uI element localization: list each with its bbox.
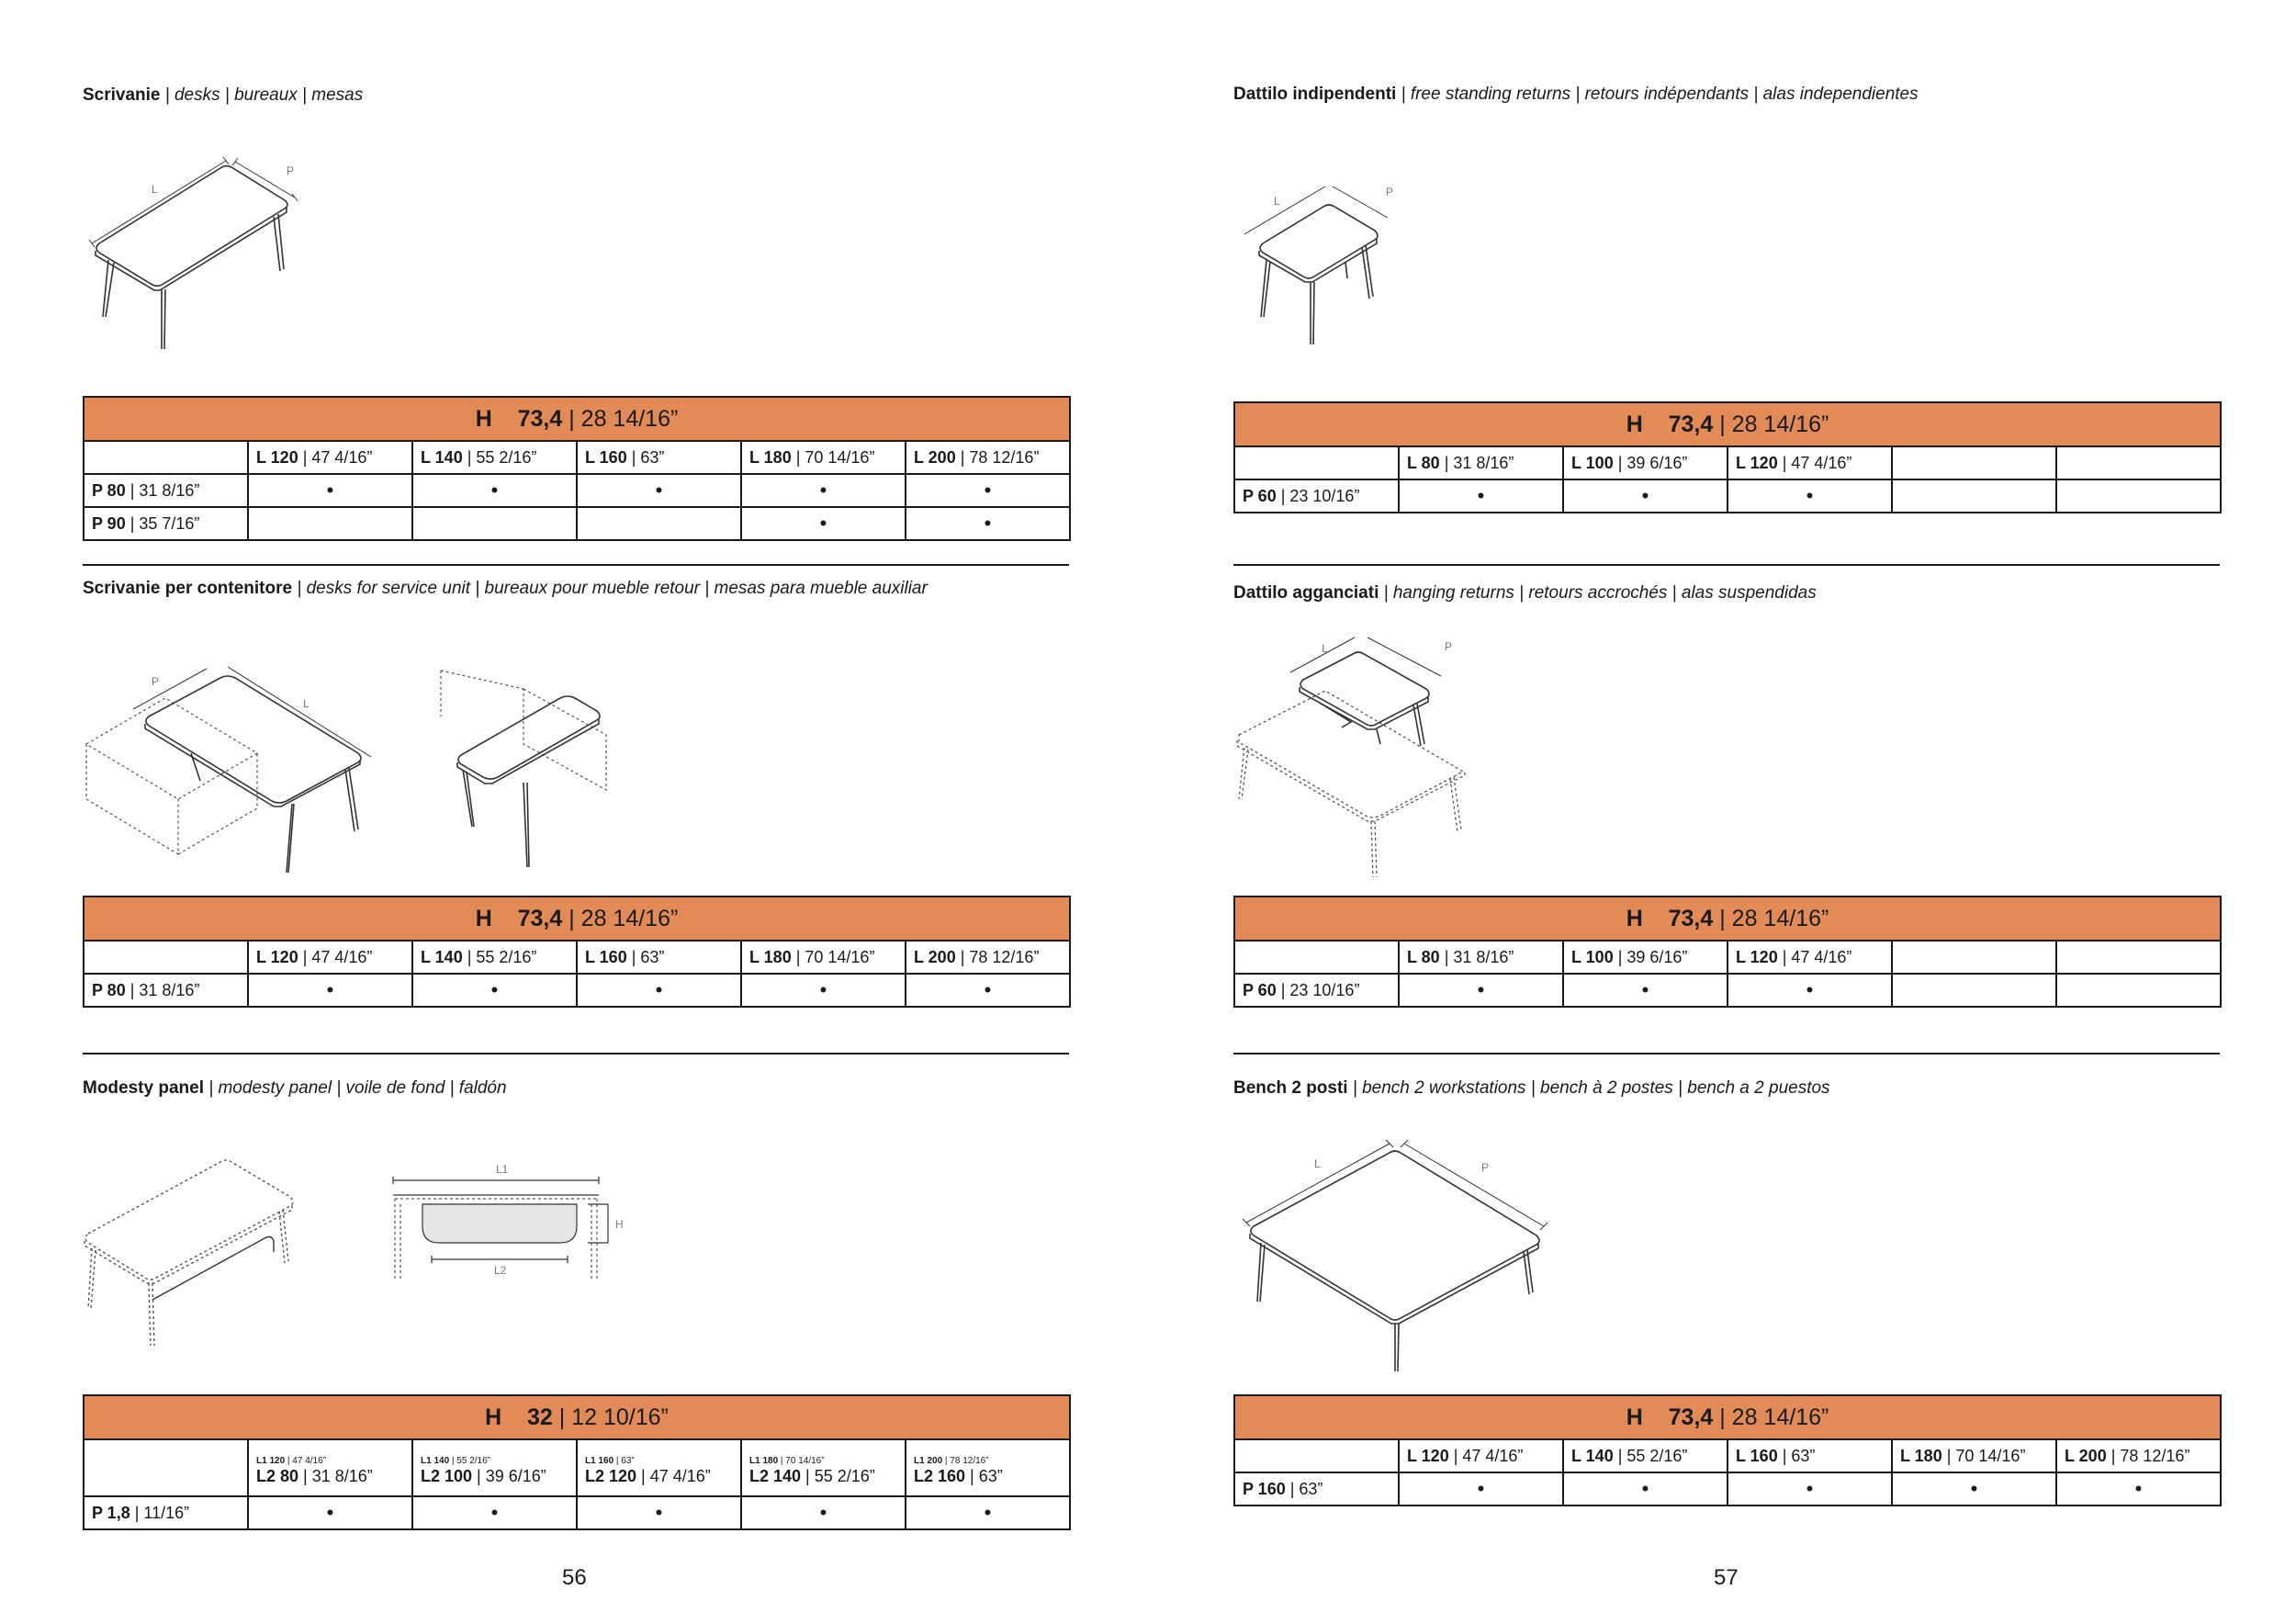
- table-corner: [84, 1439, 248, 1496]
- availability-cell: [2056, 974, 2221, 1007]
- availability-cell: •: [412, 1496, 577, 1529]
- availability-cell: •: [1563, 479, 1728, 513]
- row-header: P 60 | 23 10/16”: [1234, 479, 1399, 513]
- table-corner: [84, 941, 248, 974]
- dimension-label-l: L: [1314, 1157, 1321, 1170]
- availability-cell: •: [412, 474, 577, 507]
- row-header: P 90 | 35 7/16”: [84, 507, 248, 540]
- availability-cell: [1892, 479, 2056, 513]
- section-title: Bench 2 posti: [1233, 1078, 1348, 1098]
- column-header: L1 160 | 63” L2 120 | 47 4/16”: [577, 1439, 741, 1496]
- column-header: L 180 | 70 14/16”: [741, 941, 906, 974]
- availability-cell: •: [1399, 1472, 1563, 1506]
- availability-cell: [2056, 479, 2221, 513]
- page-number-right: 57: [1714, 1565, 1739, 1590]
- column-header: [1892, 446, 2056, 479]
- height-header: H 73,4 | 28 14/16”: [84, 397, 1070, 441]
- availability-cell: •: [1728, 974, 1892, 1007]
- section-subtitle: | desks for service unit | bureaux pour mueble retour | mesas para mueble auxiliar: [292, 579, 928, 598]
- row-header: P 60 | 23 10/16”: [1234, 974, 1399, 1007]
- section-subtitle: | free standing returns | retours indépendants | alas independientes: [1396, 85, 1919, 104]
- column-header: L 160 | 63”: [577, 441, 741, 474]
- column-header: L 100 | 39 6/16”: [1563, 446, 1728, 479]
- table-corner: [1234, 941, 1399, 974]
- dimension-label-h: H: [615, 1218, 624, 1231]
- column-header: [2056, 446, 2221, 479]
- availability-cell: [577, 507, 741, 540]
- column-header: L 140 | 55 2/16”: [412, 941, 577, 974]
- availability-cell: •: [248, 1496, 412, 1529]
- availability-cell: [412, 507, 577, 540]
- section-heading-dattilo-indipendenti: [1233, 85, 1919, 105]
- column-header: L 80 | 31 8/16”: [1399, 941, 1563, 974]
- availability-cell: •: [906, 1496, 1070, 1529]
- dimension-label-p: P: [1386, 186, 1394, 198]
- availability-cell: •: [577, 974, 741, 1007]
- spec-table-scrivanie: [83, 396, 1071, 541]
- section-divider: [83, 1053, 1069, 1054]
- column-header: L1 200 | 78 12/16” L2 160 | 63”: [906, 1439, 1070, 1496]
- availability-cell: •: [1563, 1472, 1728, 1506]
- column-header: L1 120 | 47 4/16” L2 80 | 31 8/16”: [248, 1439, 412, 1496]
- height-header: H 73,4 | 28 14/16”: [84, 897, 1070, 941]
- availability-cell: •: [1563, 974, 1728, 1007]
- column-header: L 120 | 47 4/16”: [1399, 1439, 1563, 1472]
- column-header: L 180 | 70 14/16”: [741, 441, 906, 474]
- dimension-label-l: L: [303, 697, 310, 710]
- section-subtitle: | bench 2 workstations | bench à 2 postes | bench a 2 puestos: [1347, 1078, 1830, 1098]
- section-title: Dattilo indipendenti: [1233, 85, 1397, 104]
- height-header: H 73,4 | 28 14/16”: [1234, 1395, 2221, 1439]
- row-header: P 160 | 63”: [1234, 1472, 1399, 1506]
- column-header: L 120 | 47 4/16”: [1728, 941, 1892, 974]
- column-header: L 200 | 78 12/16”: [2056, 1439, 2221, 1472]
- availability-cell: •: [741, 1496, 906, 1529]
- section-heading-scrivanie: [83, 85, 363, 106]
- column-header: L 120 | 47 4/16”: [248, 941, 412, 974]
- height-header: H 73,4 | 28 14/16”: [1234, 897, 2221, 941]
- section-title: Scrivanie: [83, 85, 161, 105]
- availability-cell: •: [577, 1496, 741, 1529]
- section-heading-scrivanie-contenitore: [83, 579, 928, 599]
- spec-table-bench-2-posti: [1233, 1394, 2222, 1506]
- dimension-label-p: P: [287, 164, 295, 177]
- column-header: L 180 | 70 14/16”: [1892, 1439, 2056, 1472]
- availability-cell: •: [906, 507, 1070, 540]
- section-heading-bench-2-posti: [1233, 1078, 1830, 1099]
- availability-cell: •: [1892, 1472, 2056, 1506]
- bench-drawing: [1233, 1134, 1546, 1382]
- spec-table-scrivanie-contenitore: [83, 896, 1071, 1008]
- dimension-label-l: L: [1274, 195, 1280, 208]
- column-header: [2056, 941, 2221, 974]
- column-header: L1 180 | 70 14/16” L2 140 | 55 2/16”: [741, 1439, 906, 1496]
- column-header: L 120 | 47 4/16”: [248, 441, 412, 474]
- section-divider: [83, 564, 1069, 566]
- section-subtitle: | desks | bureaux | mesas: [160, 85, 364, 105]
- availability-cell: •: [248, 474, 412, 507]
- dimension-label-p: P: [152, 675, 160, 688]
- availability-cell: •: [741, 974, 906, 1007]
- availability-cell: •: [741, 507, 906, 540]
- table-corner: [1234, 1439, 1399, 1472]
- spec-table-dattilo-agganciati: [1233, 896, 2222, 1008]
- column-header: L 160 | 63”: [1728, 1439, 1892, 1472]
- spec-table-modesty-panel: [83, 1394, 1071, 1530]
- table-corner: [1234, 446, 1399, 479]
- section-subtitle: | modesty panel | voile de fond | faldón: [203, 1078, 507, 1098]
- row-header: P 80 | 31 8/16”: [84, 474, 248, 507]
- spec-table-dattilo-indipendenti: [1233, 401, 2222, 513]
- availability-cell: •: [1728, 479, 1892, 513]
- row-header: P 1,8 | 11/16”: [84, 1496, 248, 1529]
- availability-cell: •: [906, 974, 1070, 1007]
- column-header: L 200 | 78 12/16”: [906, 941, 1070, 974]
- column-header: [1892, 941, 2056, 974]
- availability-cell: •: [577, 474, 741, 507]
- hanging-return-drawing: [1233, 634, 1472, 882]
- free-standing-return-drawing: [1233, 179, 1417, 354]
- desk-service-unit-drawing: [83, 652, 707, 877]
- section-divider: [1233, 564, 2220, 566]
- desk-drawing: [83, 152, 321, 363]
- availability-cell: [248, 507, 412, 540]
- section-title: Scrivanie per contenitore: [83, 579, 293, 598]
- column-header: L 140 | 55 2/16”: [1563, 1439, 1728, 1472]
- availability-cell: •: [741, 474, 906, 507]
- section-title: Dattilo agganciati: [1233, 583, 1379, 603]
- row-header: P 80 | 31 8/16”: [84, 974, 248, 1007]
- dimension-label-l: L: [1322, 642, 1328, 655]
- column-header: L 120 | 47 4/16”: [1728, 446, 1892, 479]
- availability-cell: •: [1399, 974, 1563, 1007]
- height-header: H 73,4 | 28 14/16”: [1234, 402, 2221, 446]
- availability-cell: •: [1728, 1472, 1892, 1506]
- dimension-label-l1: L1: [496, 1163, 509, 1176]
- section-heading-modesty-panel: [83, 1078, 507, 1099]
- section-divider: [1233, 1053, 2220, 1054]
- section-title: Modesty panel: [83, 1078, 204, 1098]
- availability-cell: •: [412, 974, 577, 1007]
- dimension-label-l2: L2: [494, 1264, 507, 1277]
- dimension-label-p: P: [1445, 640, 1453, 653]
- dimension-label-p: P: [1481, 1161, 1490, 1174]
- column-header: L1 140 | 55 2/16” L2 100 | 39 6/16”: [412, 1439, 577, 1496]
- availability-cell: •: [2056, 1472, 2221, 1506]
- column-header: L 100 | 39 6/16”: [1563, 941, 1728, 974]
- column-header: L 160 | 63”: [577, 941, 741, 974]
- column-header: L 80 | 31 8/16”: [1399, 446, 1563, 479]
- column-header: L 200 | 78 12/16”: [906, 441, 1070, 474]
- availability-cell: [1892, 974, 2056, 1007]
- availability-cell: •: [248, 974, 412, 1007]
- section-heading-dattilo-agganciati: [1233, 583, 1817, 603]
- availability-cell: •: [906, 474, 1070, 507]
- table-corner: [84, 441, 248, 474]
- dimension-label-l: L: [152, 183, 158, 196]
- height-header: H 32 | 12 10/16”: [84, 1395, 1070, 1439]
- availability-cell: •: [1399, 479, 1563, 513]
- page-number-left: 56: [562, 1565, 587, 1590]
- modesty-panel-drawing: [83, 1153, 634, 1355]
- section-subtitle: | hanging returns | retours accrochés | alas suspendidas: [1379, 583, 1817, 603]
- column-header: L 140 | 55 2/16”: [412, 441, 577, 474]
